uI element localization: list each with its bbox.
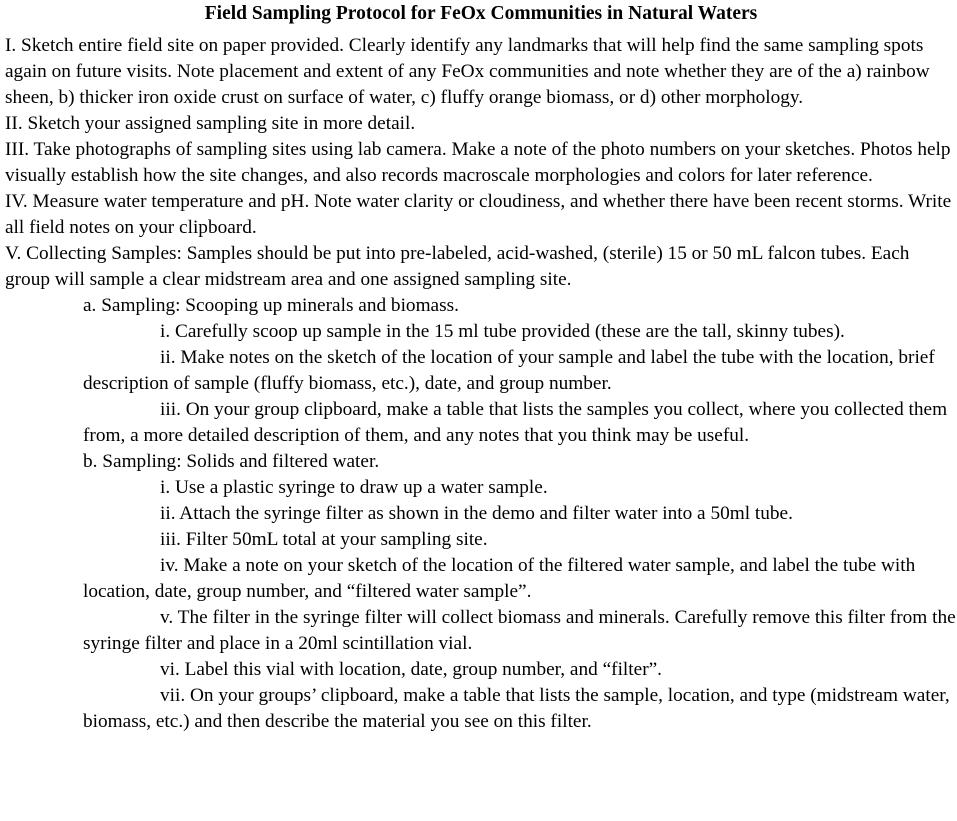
section-b-item-vii: vii. On your groups’ clipboard, make a table that lists the sample, location, and type (midstream water, biomass, etc.) and then describe the material you see on this filter. [83, 685, 950, 732]
step-4-measure-water: IV. Measure water temperature and pH. Note water clarity or cloudiness, and whether there have been recent storms. Write all field notes on your clipboard. [5, 191, 952, 238]
section-a-heading: a. Sampling: Scooping up minerals and biomass. [83, 295, 459, 316]
section-a-item-i: i. Carefully scoop up sample in the 15 ml tube provided (these are the tall, skinny tubes). [160, 321, 845, 342]
step-1-sketch-site: I. Sketch entire field site on paper provided. Clearly identify any landmarks that will help find the same sampling spots again on future visits. Note placement and extent of any FeOx communities and note whether they are of the a) rainbow sheen, b) thicker iron oxide crust on surface of water, c) fluffy orange biomass, or d) other morphology. [5, 35, 930, 108]
section-b-heading: b. Sampling: Solids and filtered water. [83, 451, 380, 472]
section-a-item-ii: ii. Make notes on the sketch of the location of your sample and label the tube with the location, brief description of sample (fluffy biomass, etc.), date, and group number. [83, 347, 935, 394]
section-b-item-iv: iv. Make a note on your sketch of the location of the filtered water sample, and label the tube with location, date, group number, and “filtered water sample”. [83, 555, 916, 602]
section-b-item-ii: ii. Attach the syringe filter as shown in the demo and filter water into a 50ml tube. [160, 503, 793, 524]
protocol-document [0, 1, 957, 821]
step-5-collecting-samples: V. Collecting Samples: Samples should be put into pre-labeled, acid-washed, (sterile) 15 or 50 mL falcon tubes. Each group will sample a clear midstream area and one assigned sampling site. [5, 243, 910, 290]
section-b-item-v: v. The filter in the syringe filter will collect biomass and minerals. Carefully remove this filter from the syringe filter and place in a 20ml scintillation vial. [83, 607, 956, 654]
document-title: Field Sampling Protocol for FeOx Communities in Natural Waters [204, 3, 758, 24]
section-a-item-iii: iii. On your group clipboard, make a table that lists the samples you collect, where you collected them from, a more detailed description of them, and any notes that you think may be useful. [83, 399, 948, 446]
step-3-photographs: III. Take photographs of sampling sites using lab camera. Make a note of the photo numbers on your sketches. Photos help visually establish how the site changes, and also records macroscale morphologies and colors for later reference. [5, 139, 951, 186]
step-2-sketch-assigned-site: II. Sketch your assigned sampling site in more detail. [5, 113, 416, 134]
section-b-item-i: i. Use a plastic syringe to draw up a water sample. [160, 477, 548, 498]
section-b-item-iii: iii. Filter 50mL total at your sampling site. [160, 529, 488, 550]
section-b-item-vi: vi. Label this vial with location, date, group number, and “filter”. [160, 659, 662, 680]
